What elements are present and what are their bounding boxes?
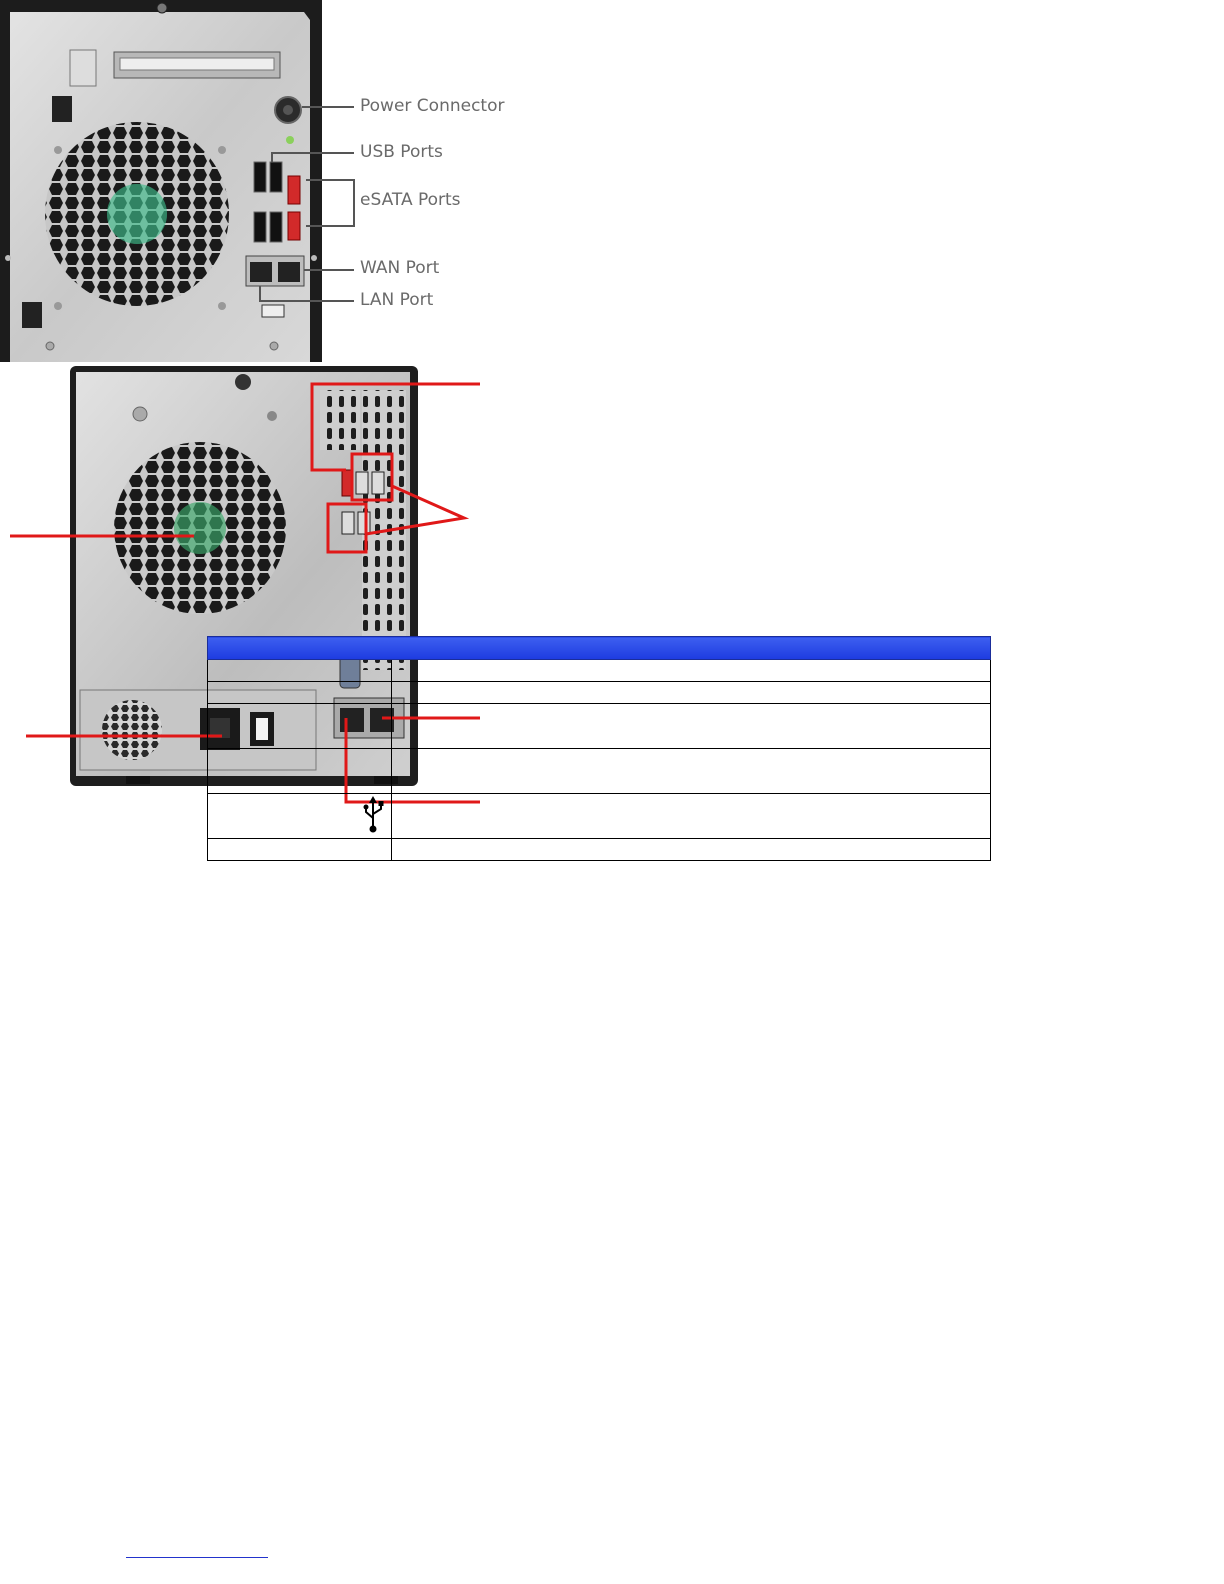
port-description-table	[207, 636, 991, 861]
table-description-cell	[392, 839, 991, 861]
table-description-cell	[392, 704, 991, 749]
table-item-cell	[208, 704, 392, 749]
table-row	[208, 794, 991, 839]
table-item-cell	[208, 839, 392, 861]
lan-port-label: LAN Port	[360, 290, 434, 310]
table-row	[208, 704, 991, 749]
footer-link[interactable]	[126, 1557, 268, 1558]
power-connector-label: Power Connector	[360, 96, 505, 116]
table-header-cell	[208, 637, 991, 660]
table-row	[208, 839, 991, 861]
table-description-cell	[392, 794, 991, 839]
usb-ports-label: USB Ports	[360, 142, 443, 162]
table-item-cell	[208, 682, 392, 704]
rear-panel-figure	[0, 0, 520, 362]
table-item-cell	[208, 794, 392, 839]
table-description-cell	[392, 749, 991, 794]
table-description-cell	[392, 660, 991, 682]
wan-port-label: WAN Port	[360, 258, 440, 278]
table-row	[208, 660, 991, 682]
rear-panel-illustration	[0, 0, 520, 362]
table-row	[208, 682, 991, 704]
table-header-row	[208, 637, 991, 660]
table-description-cell	[392, 682, 991, 704]
table-item-cell	[208, 749, 392, 794]
usb-icon	[363, 796, 387, 834]
table-row	[208, 749, 991, 794]
table-item-cell	[208, 660, 392, 682]
esata-ports-label: eSATA Ports	[360, 190, 461, 210]
